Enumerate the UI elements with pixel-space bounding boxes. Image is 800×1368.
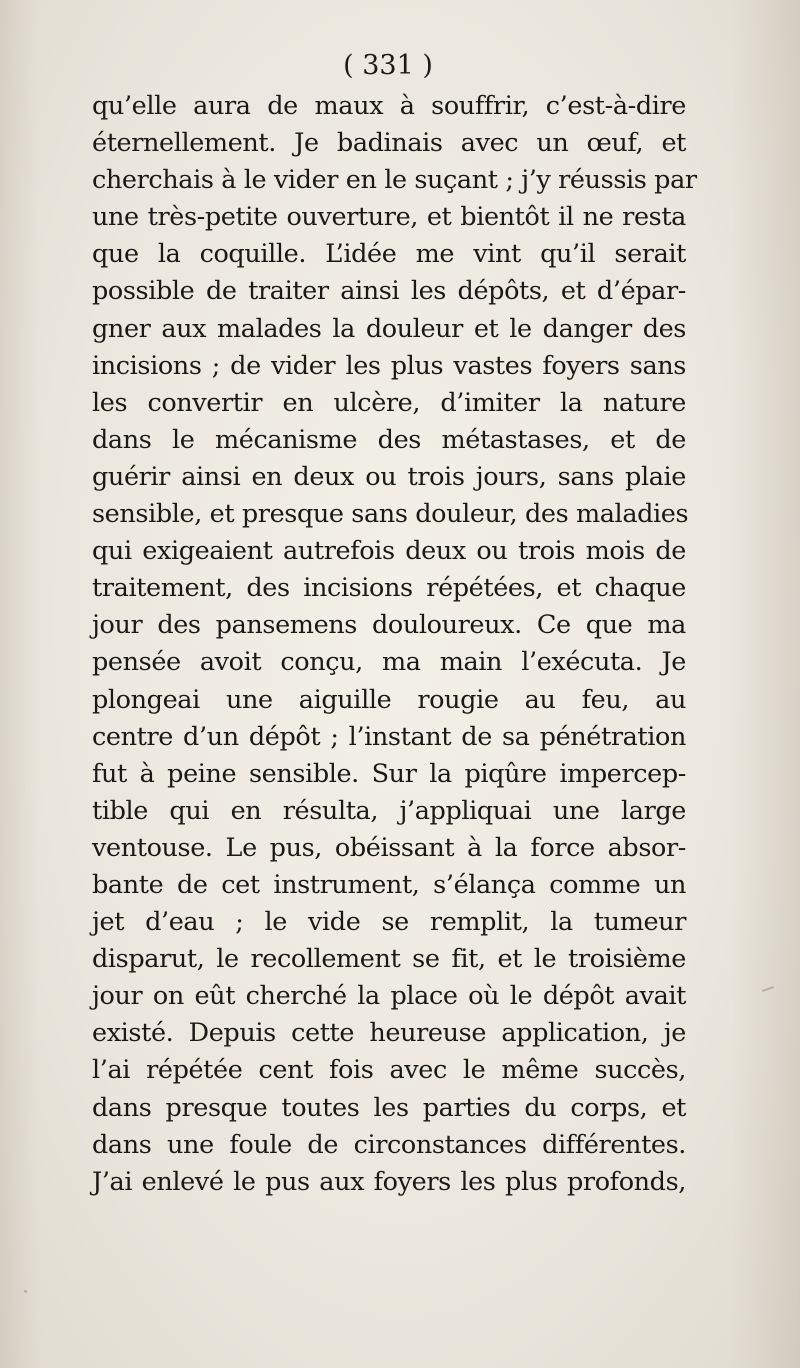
text-line: dans presque toutes les parties du corps, et bbox=[92, 1092, 686, 1123]
text-line: existé. Depuis cette heureuse application, je bbox=[92, 1018, 686, 1049]
text-line: gner aux malades la douleur et le danger des bbox=[92, 313, 686, 344]
text-line: bante de cet instrument, s’élança comme un bbox=[92, 869, 686, 900]
text-line: disparut, le recollement se fit, et le troisième bbox=[92, 944, 686, 975]
text-line: guérir ainsi en deux ou trois jours, sans plaie bbox=[92, 461, 686, 492]
text-line: jour des pansemens douloureux. Ce que ma bbox=[92, 610, 686, 641]
text-line: éternellement. Je badinais avec un œuf, et bbox=[92, 128, 686, 159]
page-edge-shadow bbox=[730, 0, 800, 1368]
text-line: incisions ; de vider les plus vastes foyers sans bbox=[92, 350, 686, 381]
text-line: jour on eût cherché la place où le dépôt avait bbox=[92, 981, 686, 1012]
body-text bbox=[92, 88, 697, 1201]
text-line: que la coquille. L’idée me vint qu’il serait bbox=[92, 239, 686, 270]
text-line: l’ai répétée cent fois avec le même succès, bbox=[92, 1055, 686, 1086]
text-line: fut à peine sensible. Sur la piqûre impercep- bbox=[92, 758, 686, 789]
paper-speck bbox=[24, 1290, 27, 1293]
text-line: qu’elle aura de maux à souffrir, c’est-à-dire bbox=[92, 91, 686, 121]
text-line: centre d’un dépôt ; l’instant de sa pénétration bbox=[92, 721, 686, 752]
text-line: possible de traiter ainsi les dépôts, et d’épar- bbox=[92, 276, 686, 307]
text-line: jet d’eau ; le vide se remplit, la tumeur bbox=[92, 907, 686, 938]
text-line: pensée avoit conçu, ma main l’exécuta. Je bbox=[92, 647, 686, 678]
text-line: une très-petite ouverture, et bientôt il ne resta bbox=[92, 202, 686, 233]
page-number: ( 331 ) bbox=[343, 50, 433, 81]
text-line: les convertir en ulcère, d’imiter la nature bbox=[92, 387, 686, 418]
text-line: ventouse. Le pus, obéissant à la force absor- bbox=[92, 832, 686, 863]
text-line: cherchais à le vider en le suçant ; j’y réussis par bbox=[92, 165, 697, 196]
text-line: tible qui en résulta, j’appliquai une large bbox=[92, 795, 686, 826]
page-gutter-shadow bbox=[0, 0, 40, 1368]
text-line: dans le mécanisme des métastases, et de bbox=[92, 424, 686, 455]
text-line: qui exigeaient autrefois deux ou trois mois de bbox=[92, 536, 686, 567]
text-line: plongeai une aiguille rougie au feu, au bbox=[92, 684, 686, 715]
text-line: dans une foule de circonstances différentes. bbox=[92, 1129, 686, 1160]
text-line: sensible, et presque sans douleur, des maladies bbox=[92, 499, 689, 530]
text-line: traitement, des incisions répétées, et chaque bbox=[92, 573, 686, 604]
text-line: J’ai enlevé le pus aux foyers les plus profonds, bbox=[92, 1166, 686, 1197]
